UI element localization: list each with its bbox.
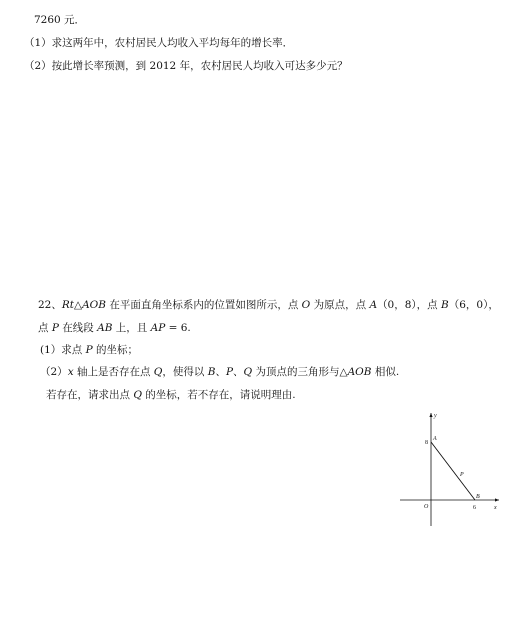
point-b-label: B — [476, 494, 480, 500]
problem-22-line-1: 22、Rt△AOB 在平面直角坐标系内的位置如图所示，点 O 为原点，点 A（0，8），点 B（6，0）， — [38, 299, 499, 311]
y-axis-arrow — [429, 413, 432, 417]
problem-number: 22、 — [38, 299, 62, 311]
x-axis-arrow — [495, 498, 499, 501]
prev-question-1: （1）求这两年中，农村居民人均收入平均每年的增长率． — [24, 37, 294, 49]
segment-ab — [431, 442, 475, 500]
point-a-label: A — [433, 436, 437, 442]
origin-label: O — [424, 504, 429, 510]
prev-carry-text: 7260 元． — [34, 14, 86, 26]
problem-22-part-2-continued: 若存在，请求出点 Q 的坐标，若不存在，请说明理由. — [46, 389, 296, 401]
point-p-label: P — [460, 472, 464, 478]
problem-22-part-1: (1）求点 P 的坐标； — [40, 344, 139, 356]
triangle-name: Rt△AOB — [61, 299, 106, 311]
y-axis-label: y — [434, 413, 437, 419]
tick-6-label: 6 — [473, 505, 476, 511]
problem-22-line-2: 点 P 在线段 AB 上，且 AP = 6. — [38, 322, 191, 334]
prev-question-2: （2）按此增长率预测，到 2012 年，农村居民人均收入可达多少元？ — [24, 60, 348, 72]
tick-8-label: 8 — [425, 440, 428, 446]
problem-22-part-2: （2）x 轴上是否存在点 Q，使得以 B、P、Q 为顶点的三角形与△AOB 相似. — [40, 366, 400, 378]
x-axis-label: x — [494, 505, 497, 511]
coordinate-figure — [398, 410, 502, 528]
